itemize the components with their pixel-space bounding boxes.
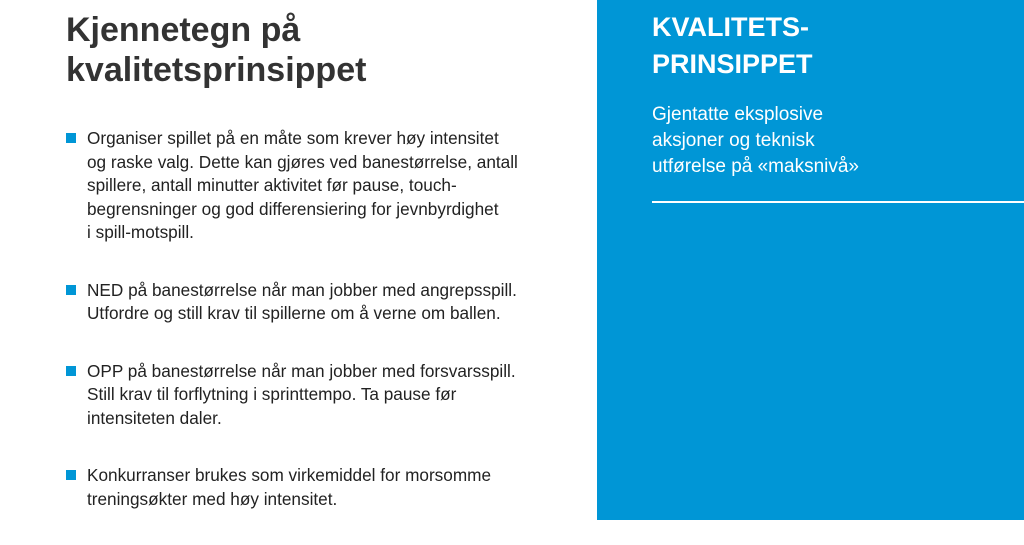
bullet-list: [66, 127, 566, 545]
square-bullet-icon: [66, 133, 76, 143]
bullet-text: NED på banestørrelse når man jobber med angrepsspill. Utfordre og still krav til spillerne om å verne om ballen.: [87, 279, 517, 323]
square-bullet-icon: [66, 285, 76, 295]
bullet-item-competitions: [66, 464, 566, 511]
bullet-item-defense: [66, 360, 566, 431]
bullet-text: OPP på banestørrelse når man jobber med forsvarsspill. Still krav til forflytning i sprinttempo. Ta pause før intensiteten daler.: [87, 360, 516, 428]
square-bullet-icon: [66, 366, 76, 376]
principle-title: KVALITETS- PRINSIPPET: [652, 12, 813, 79]
divider-line: [652, 201, 1024, 203]
bullet-text: Organiser spillet på en måte som krever høy intensitet og raske valg. Dette kan gjøres ved banestørrelse, antall spillere, antall minutter aktivitet før pause, touch- begrensninger og god differensiering for jevnbyrdighet i spill-motspill.: [87, 128, 518, 242]
principle-description: Gjentatte eksplosive aksjoner og teknisk utførelse på «maksnivå»: [652, 104, 859, 177]
bullet-item-attack: [66, 279, 566, 326]
bullet-text: Konkurranser brukes som virkemiddel for morsomme treningsøkter med høy intensitet.: [87, 465, 492, 509]
principle-panel: [597, 0, 1024, 520]
bullet-item-intensity: [66, 127, 566, 245]
square-bullet-icon: [66, 470, 76, 480]
slide-title: Kjennetegn på kvalitetsprinsippet: [66, 11, 367, 89]
